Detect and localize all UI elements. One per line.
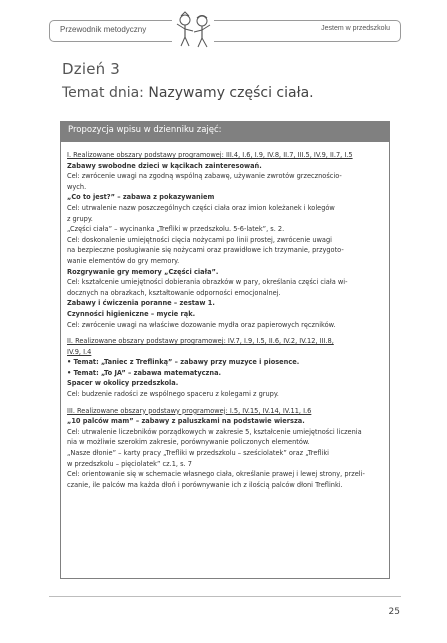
entry-line: Cel: zwrócenie uwagi na właściwe dozowanie mydła oraz papierowych ręczników. [67, 320, 336, 329]
entry-line: czanie, ile palców ma każda dłoń i porównywanie ich z ilością palców dłoni Treflinki. [67, 480, 343, 489]
entry-line: nia w możliwie szerokim zakresie, porównywanie policzonych elementów. [67, 438, 310, 447]
entry-line: Czynności higieniczne – mycie rąk. [67, 309, 196, 318]
header-book-title: Przewodnik metodyczny [60, 25, 147, 34]
entry-line: z grupy. [67, 214, 93, 223]
entry-line: • Temat: „Taniec z Treflinką” – zabawy przy muzyce i piosence. [67, 358, 300, 367]
entry-line: docznych na obrazkach, kształtowanie odporności emocjonalnej. [67, 288, 281, 297]
topic-value: Nazywamy części ciała. [148, 85, 314, 101]
entry-line: wanie elementów do gry memory. [67, 256, 180, 265]
topic-heading [62, 85, 314, 101]
entry-line: „Co to jest?” – zabawa z pokazywaniem [67, 193, 215, 202]
entry-line: w przedszkolu – pięciolatek” cz.1, s. 7 [67, 459, 192, 468]
entry-line: na bezpieczne posługiwanie się nożycami oraz prawidłowe ich trzymanie, przygoto- [67, 246, 344, 255]
running-header [49, 20, 401, 42]
entry-line: „Nasze dłonie” – karty pracy „Trefliki w przedszkolu – sześciolatek” oraz „Trefliki [67, 449, 330, 458]
entry-line: „10 palców mam” – zabawy z paluszkami na podstawie wiersza. [67, 417, 305, 426]
entry-line: Cel: kształcenie umiejętności dobierania obrazków w pary, określania części ciała wi- [67, 278, 348, 287]
entry-line: Spacer w okolicy przedszkola. [67, 379, 179, 388]
page-number: 25 [388, 607, 400, 617]
entry-line: Cel: orientowanie się w schemacie własnego ciała, określanie prawej i lewej strony, przeli- [67, 470, 365, 479]
entry-line: II. Realizowane obszary podstawy programowej: IV.7, I.9, I.5, II.6, IV.2, IV.12, III.8, [67, 337, 334, 346]
entry-line: Cel: utrwalenie nazw poszczególnych części ciała oraz imion koleżanek i kolegów [67, 203, 335, 212]
entry-line: Cel: utrwalenie liczebników porządkowych w zakresie 5, kształcenie umiejętności liczenia [67, 427, 362, 436]
journal-entry-box [60, 141, 390, 579]
entry-line: wych. [67, 182, 87, 191]
day-title: Dzień 3 [62, 60, 121, 78]
entry-line: „Części ciała” – wycinanka „Trefliki w przedszkolu. 5-6-latek”, s. 2. [67, 225, 285, 234]
entry-line: Zabawy swobodne dzieci w kącikach zainteresowań. [67, 161, 262, 170]
entry-line: Cel: doskonalenie umiejętności cięcia nożycami po linii prostej, zwrócenie uwagi [67, 235, 332, 244]
entry-line: • Temat: „To JA” – zabawa matematyczna. [67, 368, 222, 377]
header-series-title: Jestem w przedszkolu [321, 25, 390, 32]
entry-line: Rozgrywanie gry memory „Części ciała”. [67, 267, 219, 276]
children-playing-mascot-icon [172, 10, 214, 50]
topic-label: Temat dnia: [62, 85, 144, 101]
entry-line: I. Realizowane obszary podstawy programowej: III.4, I.6, I.9, IV.8, II.7, III.5, IV.9, II.7, I.5 [67, 151, 353, 159]
footer-rule [49, 596, 401, 597]
entry-line: Zabawy i ćwiczenia poranne – zestaw 1. [67, 299, 215, 308]
entry-line: Cel: budzenie radości ze wspólnego spaceru z kolegami z grupy. [67, 390, 279, 399]
journal-entry-banner: Propozycja wpisu w dzienniku zajęć: [60, 121, 390, 141]
entry-line: Cel: zwrócenie uwagi na zgodną wspólną zabawę, używanie zwrotów grzecznościo- [67, 172, 342, 181]
entry-line: IV.9, I.4 [67, 347, 92, 356]
entry-line: III. Realizowane obszary podstawy programowej: I.5, IV.15, IV.14, IV.11, I.6 [67, 406, 312, 415]
